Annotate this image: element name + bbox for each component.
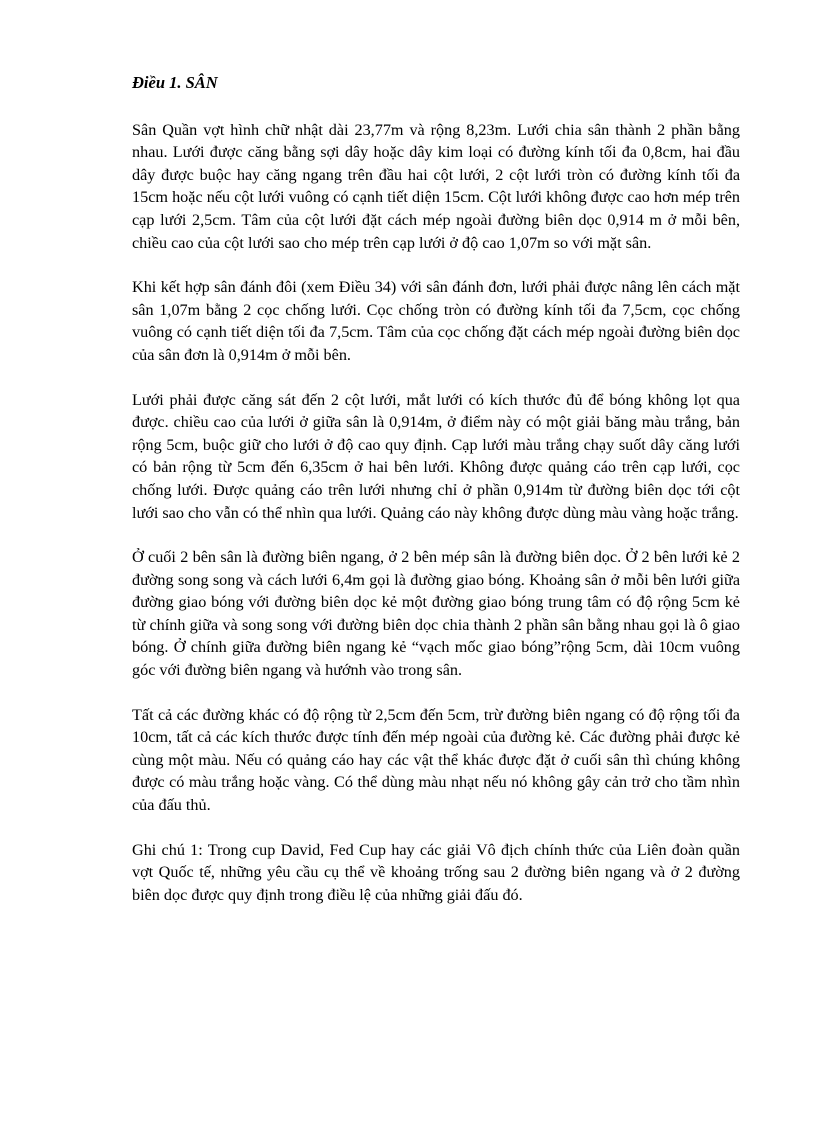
paragraph-net-details: Lưới phải được căng sát đến 2 cột lưới, mắt lưới có kích thước đủ để bóng không lọt qua được. chiều cao của lưới ở giữa sân là 0,914m, ở điểm này có một giải băng màu trắng, bản rộng 5cm, buộc giữ cho lưới ở độ cao quy định. Cạp lưới màu trắng chạy suốt dây căng lưới có bản rộng từ 5cm đến 6,35cm ở hai bên lưới. Không được quảng cáo trên cạp lưới, cọc chống lưới. Được quảng cáo trên lưới nhưng chỉ ở phần 0,914m từ đường biên dọc tới cột lưới sao cho vẫn có thể nhìn qua lưới. Quảng cáo này không được dùng màu vàng hoặc trắng. — [132, 390, 740, 522]
paragraph-court-lines: Ở cuối 2 bên sân là đường biên ngang, ở 2 bên mép sân là đường biên dọc. Ở 2 bên lưới kẻ 2 đường song song và cách lưới 6,4m gọi là đường giao bóng. Khoảng sân ở mỗi bên lưới giữa đường giao bóng với đường biên dọc kẻ một đường giao bóng trung tâm có độ rộng 5cm kẻ từ chính giữa và song song với đường biên dọc chia thành 2 phần sân bằng nhau gọi là ô giao bóng. Ở chính giữa đường biên ngang kẻ “vạch mốc giao bóng”rộng 5cm, dài 10cm vuông góc với đường biên ngang và hướnh vào trong sân. — [132, 548, 740, 680]
article-heading: Điều 1. SÂN — [132, 73, 218, 92]
paragraph-doubles-court: Khi kết hợp sân đánh đôi (xem Điều 34) với sân đánh đơn, lưới phải được nâng lên cách mặt sân 1,07m bằng 2 cọc chống lưới. Cọc chống tròn có đường kính tối đa 7,5cm, cọc chống vuông có cạnh tiết diện tối đa 7,5cm. Tâm của cọc chống đặt cách mép ngoài đường biên dọc của sân đơn là 0,914m ở mỗi bên. — [132, 278, 740, 364]
paragraph-note-1: Ghi chú 1: Trong cup David, Fed Cup hay các giải Vô địch chính thức của Liên đoàn quần vợt Quốc tế, những yêu cầu cụ thể về khoảng trống sau 2 đường biên ngang và ở 2 đường biên dọc được quy định trong điều lệ của những giải đấu đó. — [132, 840, 740, 904]
paragraph-court-dimensions: Sân Quần vợt hình chữ nhật dài 23,77m và rộng 8,23m. Lưới chia sân thành 2 phần bằng nhau. Lưới được căng bằng sợi dây hoặc dây kim loại có đường kính tối đa 0,8cm, hai đầu dây được buộc hay căng ngang trên đầu hai cột lưới, 2 cột lưới tròn có đường kính tối đa 15cm hoặc nếu cột lưới vuông có cạnh tiết diện 15cm. Cột lưới không được cao hơn mép trên cạp lưới 2,5cm. Tâm của cột lưới đặt cách mép ngoài đường biên dọc 0,914 m ở mỗi bên, chiều cao của cột lưới sao cho mép trên cạp lưới ở độ cao 1,07m so với mặt sân. — [132, 120, 740, 252]
document-body — [132, 72, 740, 928]
paragraph-line-widths: Tất cả các đường khác có độ rộng từ 2,5cm đến 5cm, trừ đường biên ngang có độ rộng tối đa 10cm, tất cả các kích thước được tính đến mép ngoài của đường kẻ. Các đường phải được kẻ cùng một màu. Nếu có quảng cáo hay các vật thể khác được đặt ở cuối sân thì chúng không được có màu trắng hoặc vàng. Có thể dùng màu nhạt nếu nó không gây cản trở cho tầm nhìn của đấu thủ. — [132, 705, 740, 815]
